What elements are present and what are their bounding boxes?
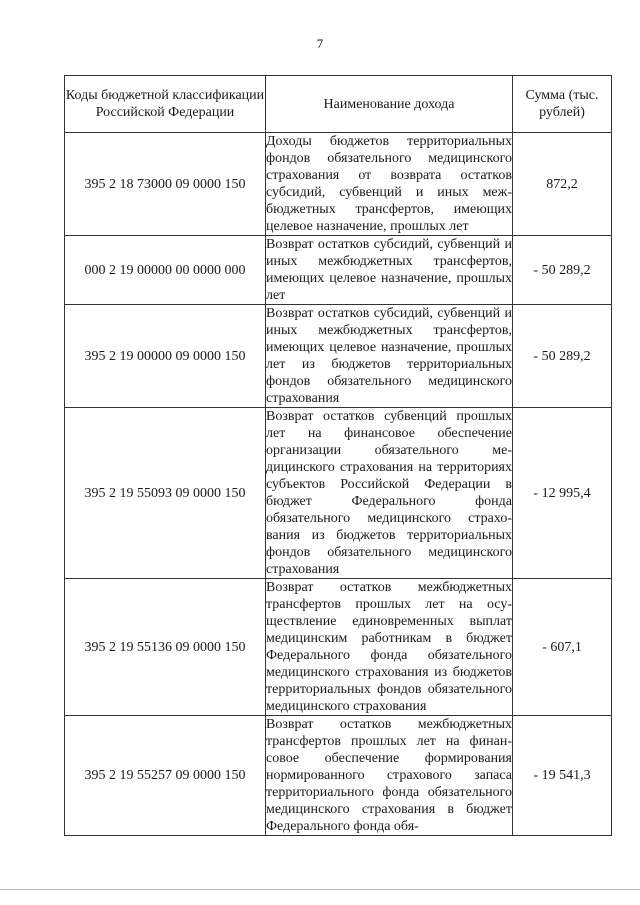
table-row <box>65 133 612 236</box>
row-revenue-name: Возврат остатков субвенций прошлых лет на финансовое обеспечение организации обязательного медицинского страхования на территориях субъектов Российской Федерации в бюджет Федерального фонда обязательного медицинского страхования из бюджетов территориальных фондов обязательного медицинского страхования <box>266 409 512 577</box>
row-budget-code: 395 2 18 73000 09 0000 150 <box>65 133 266 236</box>
header-amount: Сумма (тыс. рублей) <box>513 76 612 133</box>
row-amount: - 12 995,4 <box>513 408 612 579</box>
row-revenue-name: Доходы бюджетов территориальных фондов обязательного медицинского страхования от возврата остатков субсидий, субвенций и иных межбюджетных трансфертов, имеющих целевое назначение, прошлых лет <box>266 134 512 234</box>
row-revenue-name: Возврат остатков субсидий, субвенций и иных межбюджетных трансфертов, имеющих целевое назначение, прошлых лет из бюджетов территориальных фондов обязательного медицинского страхования <box>266 306 512 406</box>
row-revenue-name: Возврат остатков субсидий, субвенций и иных межбюджетных трансфертов, имеющих целевое назначение, прошлых лет <box>266 237 512 303</box>
header-revenue-name: Наименование дохода <box>266 76 513 133</box>
row-amount: - 607,1 <box>513 579 612 716</box>
row-revenue-name: Возврат остатков межбюджетных трансфертов прошлых лет на осуществление единовременных выплат медицинским работникам в бюджет Федерального фонда обязательного медицинского страхования из бюджетов территориальных фондов обязательного медицинского страхования <box>266 580 512 714</box>
row-amount: - 19 541,3 <box>513 716 612 836</box>
table-row <box>65 579 612 716</box>
table-row <box>65 716 612 836</box>
row-budget-code: 395 2 19 55093 09 0000 150 <box>65 408 266 579</box>
header-budget-code: Коды бюджетной классификации Российской Федерации <box>65 76 266 133</box>
table-row <box>65 305 612 408</box>
row-revenue-name: Возврат остатков межбюджетных трансфертов прошлых лет на финансовое обеспечение формирования нормированного страхового запаса территориального фонда обязательного медицинского страхования в бюджет Федерального фонда обя- <box>266 717 512 834</box>
row-budget-code: 395 2 19 00000 09 0000 150 <box>65 305 266 408</box>
budget-revenue-table <box>64 75 612 836</box>
page-bottom-edge <box>0 889 640 890</box>
row-amount: - 50 289,2 <box>513 305 612 408</box>
table-row <box>65 408 612 579</box>
table-header-row <box>65 76 612 133</box>
row-amount: - 50 289,2 <box>513 236 612 305</box>
page-number: 7 <box>316 36 324 51</box>
row-budget-code: 000 2 19 00000 00 0000 000 <box>65 236 266 305</box>
row-budget-code: 395 2 19 55136 09 0000 150 <box>65 579 266 716</box>
row-amount: 872,2 <box>513 133 612 236</box>
table-row <box>65 236 612 305</box>
row-budget-code: 395 2 19 55257 09 0000 150 <box>65 716 266 836</box>
